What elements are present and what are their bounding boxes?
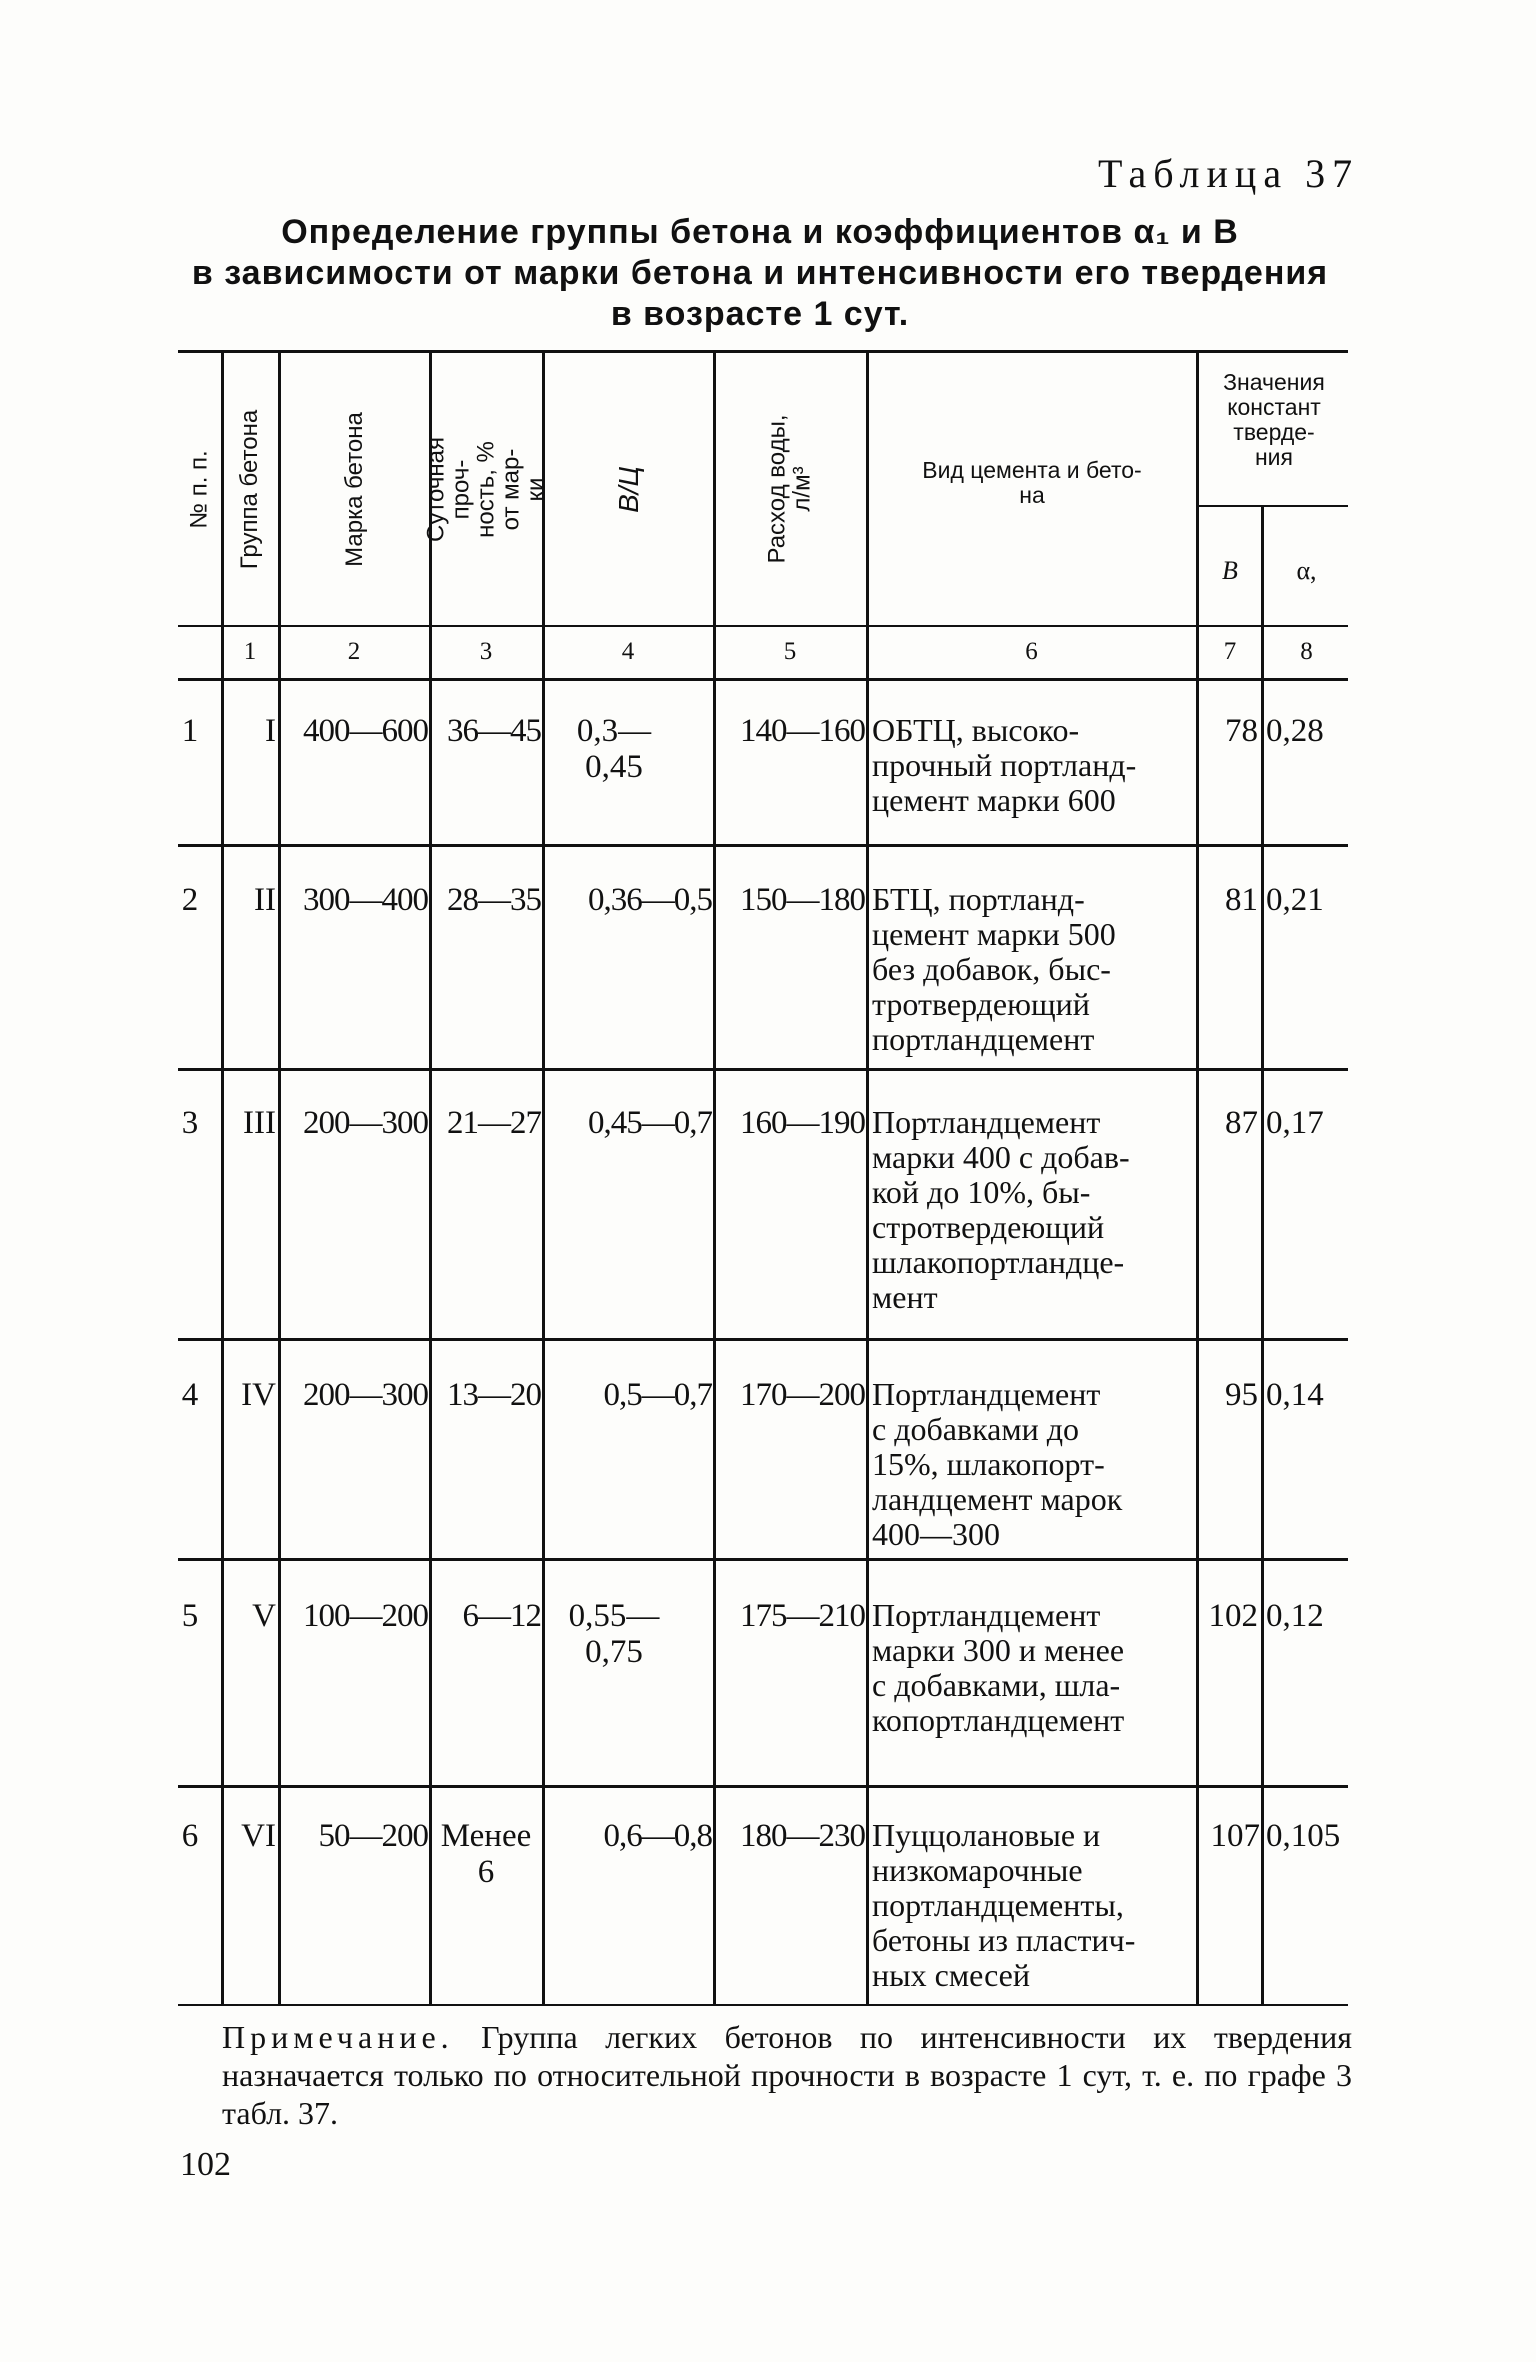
note-label: Примечание.: [222, 2019, 454, 2055]
column-number: 8: [1300, 638, 1313, 665]
cell-group: I: [265, 713, 276, 749]
row-separator: [178, 1558, 1348, 1561]
table-bottom-rule: [178, 2004, 1348, 2006]
cell-group: IV: [241, 1377, 276, 1413]
cell-no: 2: [181, 882, 199, 918]
cell-b: 107: [1210, 1818, 1260, 1854]
header-water: Расход воды, л/м³: [763, 414, 816, 564]
cell-cement: Портландцемент с добавками до 15%, шлакопорт- ландцемент марок 400—300: [872, 1376, 1123, 1552]
column-number: 6: [1025, 638, 1038, 665]
cell-mark: 300—400: [303, 882, 428, 918]
cell-alpha: 0,17: [1266, 1105, 1324, 1141]
cell-alpha: 0,12: [1266, 1598, 1324, 1634]
cell-strength: 13—20: [447, 1377, 541, 1413]
cell-mark: 200—300: [303, 1377, 428, 1413]
constants-sub-rule: [1198, 505, 1348, 507]
cell-alpha: 0,14: [1266, 1377, 1324, 1413]
cell-no: 1: [181, 713, 199, 749]
header-no: № п. п.: [185, 449, 213, 529]
header-cement: Вид цемента и бето- на: [922, 457, 1142, 508]
row-separator: [178, 1785, 1348, 1788]
title-line-2: в зависимости от марки бетона и интенсивности его твердения: [191, 254, 1329, 292]
cell-b: 81: [1225, 882, 1258, 918]
column-number: 7: [1223, 638, 1237, 665]
cell-group: V: [252, 1598, 276, 1634]
cell-strength: 36—45: [447, 713, 541, 749]
column-number: 4: [621, 638, 635, 665]
table-caption: Таблица 37: [1098, 151, 1360, 196]
column-number: 2: [347, 638, 361, 665]
column-rule: [1261, 505, 1264, 2004]
cell-wc: 0,5—0,7: [603, 1377, 712, 1413]
numbers-bottom-rule: [178, 678, 1348, 681]
header-b: B: [1222, 556, 1238, 585]
cell-b: 87: [1225, 1105, 1258, 1141]
cell-no: 4: [181, 1377, 199, 1413]
cell-cement: Портландцемент марки 400 с добав- кой до 10%, бы- стротвердеющий шлакопортландце- мент: [872, 1104, 1130, 1315]
row-separator: [178, 1338, 1348, 1341]
cell-water: 180—230: [740, 1818, 865, 1854]
cell-group: VI: [241, 1818, 276, 1854]
cell-water: 175—210: [740, 1598, 865, 1634]
cell-wc: 0,36—0,5: [588, 882, 712, 918]
note-text: Группа легких бетонов по интенсивности их твердения назначается только по относительной прочности в возрасте 1 сут, т. е. по графе 3 табл. 37.: [222, 2019, 1352, 2131]
header-group: Группа бетона: [236, 409, 264, 569]
cell-mark: 100—200: [303, 1598, 428, 1634]
table-title: [160, 212, 1360, 335]
cell-wc: 0,6—0,8: [603, 1818, 712, 1854]
cell-alpha: 0,28: [1266, 713, 1324, 749]
header-wc: В/Ц: [612, 465, 644, 513]
cell-group: III: [243, 1105, 276, 1141]
row-separator: [178, 844, 1348, 847]
cell-alpha: 0,21: [1266, 882, 1324, 918]
cell-water: 170—200: [740, 1377, 865, 1413]
cell-alpha: 0,105: [1266, 1818, 1341, 1854]
cell-cement: БТЦ, портланд- цемент марки 500 без добавок, быс- тротвердеющий портландцемент: [872, 881, 1116, 1057]
cell-cement: ОБТЦ, высоко- прочный портланд- цемент марки 600: [872, 712, 1137, 818]
table-top-rule: [178, 350, 1348, 353]
column-number: 5: [783, 638, 797, 665]
cell-b: 95: [1225, 1377, 1258, 1413]
cell-no: 3: [181, 1105, 199, 1141]
cell-strength: Менее 6: [440, 1818, 532, 1890]
cell-b: 102: [1208, 1598, 1258, 1634]
cell-no: 6: [181, 1818, 199, 1854]
cell-mark: 400—600: [303, 713, 428, 749]
cell-wc: 0,3— 0,45: [576, 713, 652, 785]
cell-mark: 50—200: [318, 1818, 428, 1854]
column-number: 1: [243, 638, 257, 665]
header-constants: Значения констант тверде- ния: [1223, 369, 1325, 470]
header-bottom-rule: [178, 625, 1348, 627]
cell-wc: 0,45—0,7: [588, 1105, 712, 1141]
cell-strength: 21—27: [447, 1105, 541, 1141]
cell-water: 140—160: [740, 713, 865, 749]
cell-mark: 200—300: [303, 1105, 428, 1141]
cell-no: 5: [181, 1598, 199, 1634]
cell-water: 160—190: [740, 1105, 865, 1141]
table-note: [222, 2018, 1352, 2132]
cell-b: 78: [1225, 713, 1258, 749]
header-strength: Суточная проч- ность, % от мар- ки: [422, 436, 550, 542]
page-number: 102: [180, 2146, 231, 2183]
column-rule: [1196, 350, 1199, 2004]
cell-water: 150—180: [740, 882, 865, 918]
column-number: 3: [479, 638, 493, 665]
cell-wc: 0,55— 0,75: [568, 1598, 660, 1670]
column-rule: [866, 350, 869, 2004]
cell-strength: 28—35: [447, 882, 541, 918]
cell-strength: 6—12: [462, 1598, 541, 1634]
header-mark: Марка бетона: [340, 411, 368, 567]
row-separator: [178, 1068, 1348, 1071]
cell-cement: Портландцемент марки 300 и менее с добавками, шла- копортландцемент: [872, 1597, 1125, 1738]
title-line-1: Определение группы бетона и коэффициентов α₁ и B: [281, 213, 1239, 251]
header-alpha: α,: [1296, 556, 1317, 585]
title-line-3: в возрасте 1 сут.: [610, 295, 910, 333]
cell-group: II: [254, 882, 276, 918]
cell-cement: Пуццолановые и низкомарочные портландцементы, бетоны из пластич- ных смесей: [872, 1817, 1136, 1993]
